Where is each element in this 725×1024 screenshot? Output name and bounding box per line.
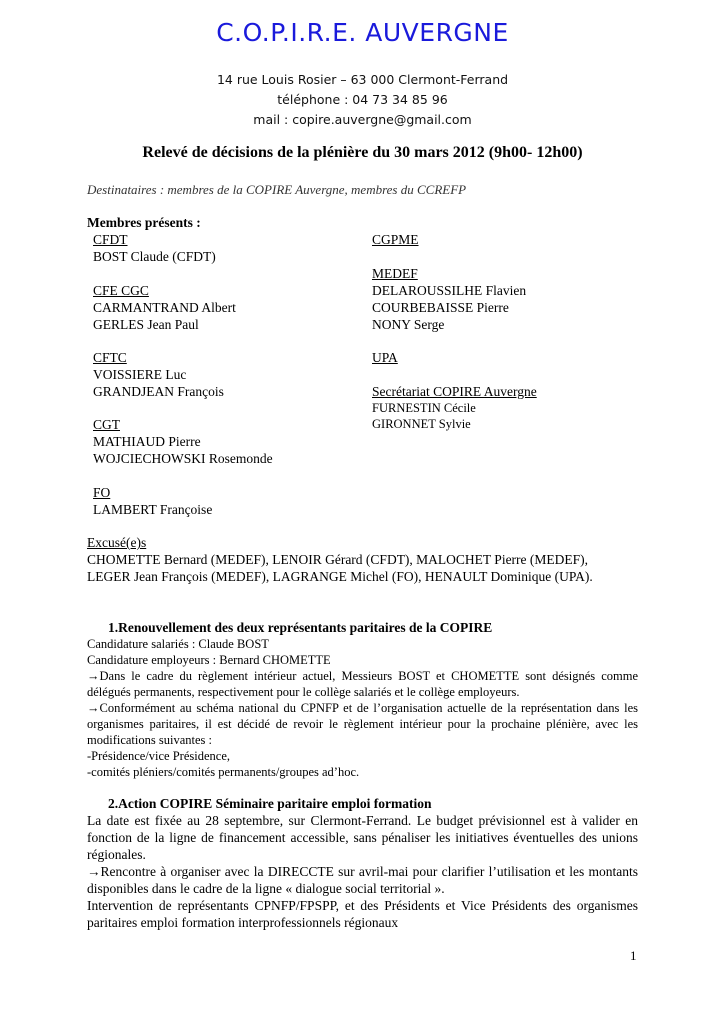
paragraph: La date est fixée au 28 septembre, sur Clermont-Ferrand. Le budget prévisionnel est à valider en fonction de la ligne de financement accessible, sans pénaliser les initiatives éventuelles des unions régionales. — [87, 813, 638, 862]
section-1-title: 1.Renouvellement des deux représentants paritaires de la COPIRE — [108, 620, 493, 635]
document-title: C.O.P.I.R.E. AUVERGNE — [216, 18, 509, 47]
member-name: MATHIAUD Pierre — [93, 434, 201, 449]
paragraph: Intervention de représentants CPNFP/FPSPP, et des Présidents et Vice Présidents des organismes paritaires emploi formation interprofessionnels régionaux — [87, 898, 638, 930]
member-name: DELAROUSSILHE Flavien — [372, 283, 527, 298]
member-name: GERLES Jean Paul — [93, 317, 199, 332]
email: mail : copire.auvergne@gmail.com — [253, 112, 472, 127]
paragraph: -Présidence/vice Présidence, — [87, 749, 230, 763]
excused-block — [87, 534, 638, 585]
org-cgt: CGT — [93, 417, 120, 432]
section-2-title: 2.Action COPIRE Séminaire paritaire emploi formation — [108, 796, 432, 811]
member-name: WOJCIECHOWSKI Rosemonde — [93, 451, 273, 466]
org-cgpme: CGPME — [372, 232, 419, 247]
member-name: FURNESTIN Cécile — [372, 401, 476, 415]
phone: téléphone : 04 73 34 85 96 — [277, 92, 448, 107]
org-secretariat: Secrétariat COPIRE Auvergne — [372, 384, 537, 399]
member-name: CARMANTRAND Albert — [93, 300, 236, 315]
org-cfe-cgc: CFE CGC — [93, 283, 149, 298]
page-heading: Relevé de décisions de la plénière du 30 mars 2012 (9h00- 12h00) — [142, 144, 583, 161]
member-name: GRANDJEAN François — [93, 384, 224, 399]
section-2-body — [87, 812, 638, 931]
member-name: BOST Claude (CFDT) — [93, 249, 216, 264]
org-cftc: CFTC — [93, 350, 127, 365]
section-1-body — [87, 636, 638, 780]
paragraph: Candidature salariés : Claude BOST — [87, 637, 269, 651]
member-name: GIRONNET Sylvie — [372, 417, 471, 431]
excused-line: CHOMETTE Bernard (MEDEF), LENOIR Gérard (CFDT), MALOCHET Pierre (MEDEF), — [87, 552, 589, 567]
page-number: 1 — [630, 948, 637, 963]
address: 14 rue Louis Rosier – 63 000 Clermont-Ferrand — [216, 72, 509, 87]
paragraph: -comités pléniers/comités permanents/groupes ad’hoc. — [87, 765, 360, 779]
member-name: LAMBERT Françoise — [93, 502, 213, 517]
paragraph: →Dans le cadre du règlement intérieur actuel, Messieurs BOST et CHOMETTE sont désignés comme délégués permanents, respectivement pour le collège salariés et le collège employeurs. — [87, 669, 638, 699]
paragraph: →Rencontre à organiser avec la DIRECCTE sur avril-mai pour clarifier l’utilisation et les montants disponibles dans le cadre de la ligne « dialogue social territorial ». — [87, 864, 638, 896]
excused-label: Excusé(e)s — [87, 535, 147, 550]
recipients: Destinataires : membres de la COPIRE Auvergne, membres du CCREFP — [87, 182, 467, 197]
paragraph: →Conformément au schéma national du CPNFP et de l’organisation actuelle de la représentation dans les organismes paritaires, il est décidé de revoir le règlement intérieur pour la prochaine plénière, avec les modifications suivantes : — [87, 701, 638, 747]
org-cfdt: CFDT — [93, 232, 128, 247]
members-label: Membres présents : — [87, 215, 201, 230]
org-medef: MEDEF — [372, 266, 418, 281]
org-fo: FO — [93, 485, 111, 500]
member-name: COURBEBAISSE Pierre — [372, 300, 509, 315]
excused-line: LEGER Jean François (MEDEF), LAGRANGE Michel (FO), HENAULT Dominique (UPA). — [87, 569, 593, 584]
member-name: VOISSIERE Luc — [93, 367, 187, 382]
member-name: NONY Serge — [372, 317, 445, 332]
org-upa: UPA — [372, 350, 398, 365]
paragraph: Candidature employeurs : Bernard CHOMETTE — [87, 653, 331, 667]
